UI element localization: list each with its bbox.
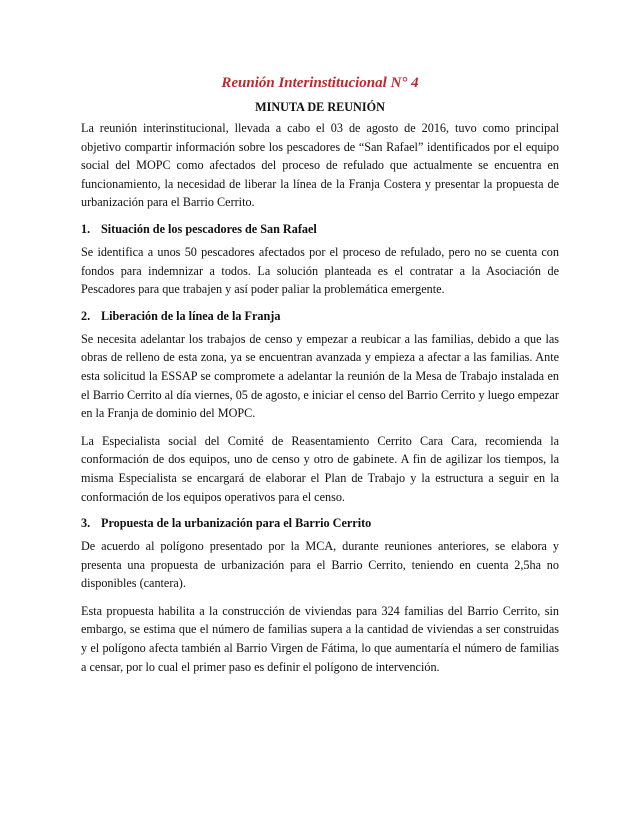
- section-paragraph: De acuerdo al polígono presentado por la MCA, durante reuniones anteriores, se elabora y presenta una propuesta de urbanización para el Barrio Cerrito, teniendo en cuenta 2,5ha no disponibles (cantera).: [81, 539, 559, 591]
- section-heading-text: Situación de los pescadores de San Rafael: [101, 221, 317, 236]
- document-page: [81, 74, 559, 685]
- section-heading: [81, 221, 559, 237]
- section-heading: [81, 308, 559, 324]
- document-title: Reunión Interinstitucional N° 4: [221, 75, 419, 91]
- section-3: [81, 515, 559, 676]
- section-paragraph: Esta propuesta habilita a la construcción de viviendas para 324 familias del Barrio Cerrito, sin embargo, se estima que el número de familias supera a la cantidad de viviendas a ser construidas y el polígono afecta también al Barrio Virgen de Fátima, lo que aumentaría el número de familias a censar, por lo cual el primer paso es definir el polígono de intervención.: [81, 603, 559, 674]
- intro-paragraph: La reunión interinstitucional, llevada a cabo el 03 de agosto de 2016, tuvo como principal objetivo compartir información sobre los pescadores de “San Rafael” identificados por el equipo social del MOPC como afectados del proceso de refulado que actualmente se encuentra en funcionamiento, la necesidad de liberar la línea de la Franja Costera y presentar la propuesta de urbanización para el Barrio Cerrito.: [81, 121, 559, 210]
- section-2: [81, 308, 559, 506]
- section-number: 3.: [81, 516, 91, 531]
- section-heading-text: Liberación de la línea de la Franja: [101, 308, 281, 323]
- section-paragraph: Se necesita adelantar los trabajos de censo y empezar a reubicar a las familias, debido a que las obras de relleno de esta zona, ya se encuentran avanzada y empieza a afectar a las familias. Ante esta solicitud la ESSAP se compromete a adelantar la reunión de la Mesa de Trabajo instalada en el Barrio Cerrito al día viernes, 05 de agosto, e iniciar el censo del Barrio Cerrito y luego empezar en la Franja de dominio del MOPC.: [81, 331, 559, 421]
- section-1: [81, 221, 559, 299]
- section-heading: [81, 515, 559, 531]
- section-paragraph: Se identifica a unos 50 pescadores afectados por el proceso de refulado, pero no se cuenta con fondos para indemnizar a todos. La solución planteada es el contratar a la Asociación de Pescadores para que trabajen y así poder paliar la problemática emergente.: [81, 244, 559, 297]
- section-heading-text: Propuesta de la urbanización para el Barrio Cerrito: [101, 516, 372, 531]
- section-paragraph: La Especialista social del Comité de Reasentamiento Cerrito Cara Cara, recomienda la conformación de dos equipos, uno de censo y otro de gabinete. A fin de agilizar los tiempos, la misma Especialista se encargará de elaborar el Plan de Trabajo y la estructura a seguir en la conformación de los equipos operativos para el censo.: [81, 433, 559, 504]
- section-number: 2.: [81, 308, 91, 323]
- document-subtitle: MINUTA DE REUNIÓN: [255, 100, 385, 114]
- section-number: 1.: [81, 221, 91, 236]
